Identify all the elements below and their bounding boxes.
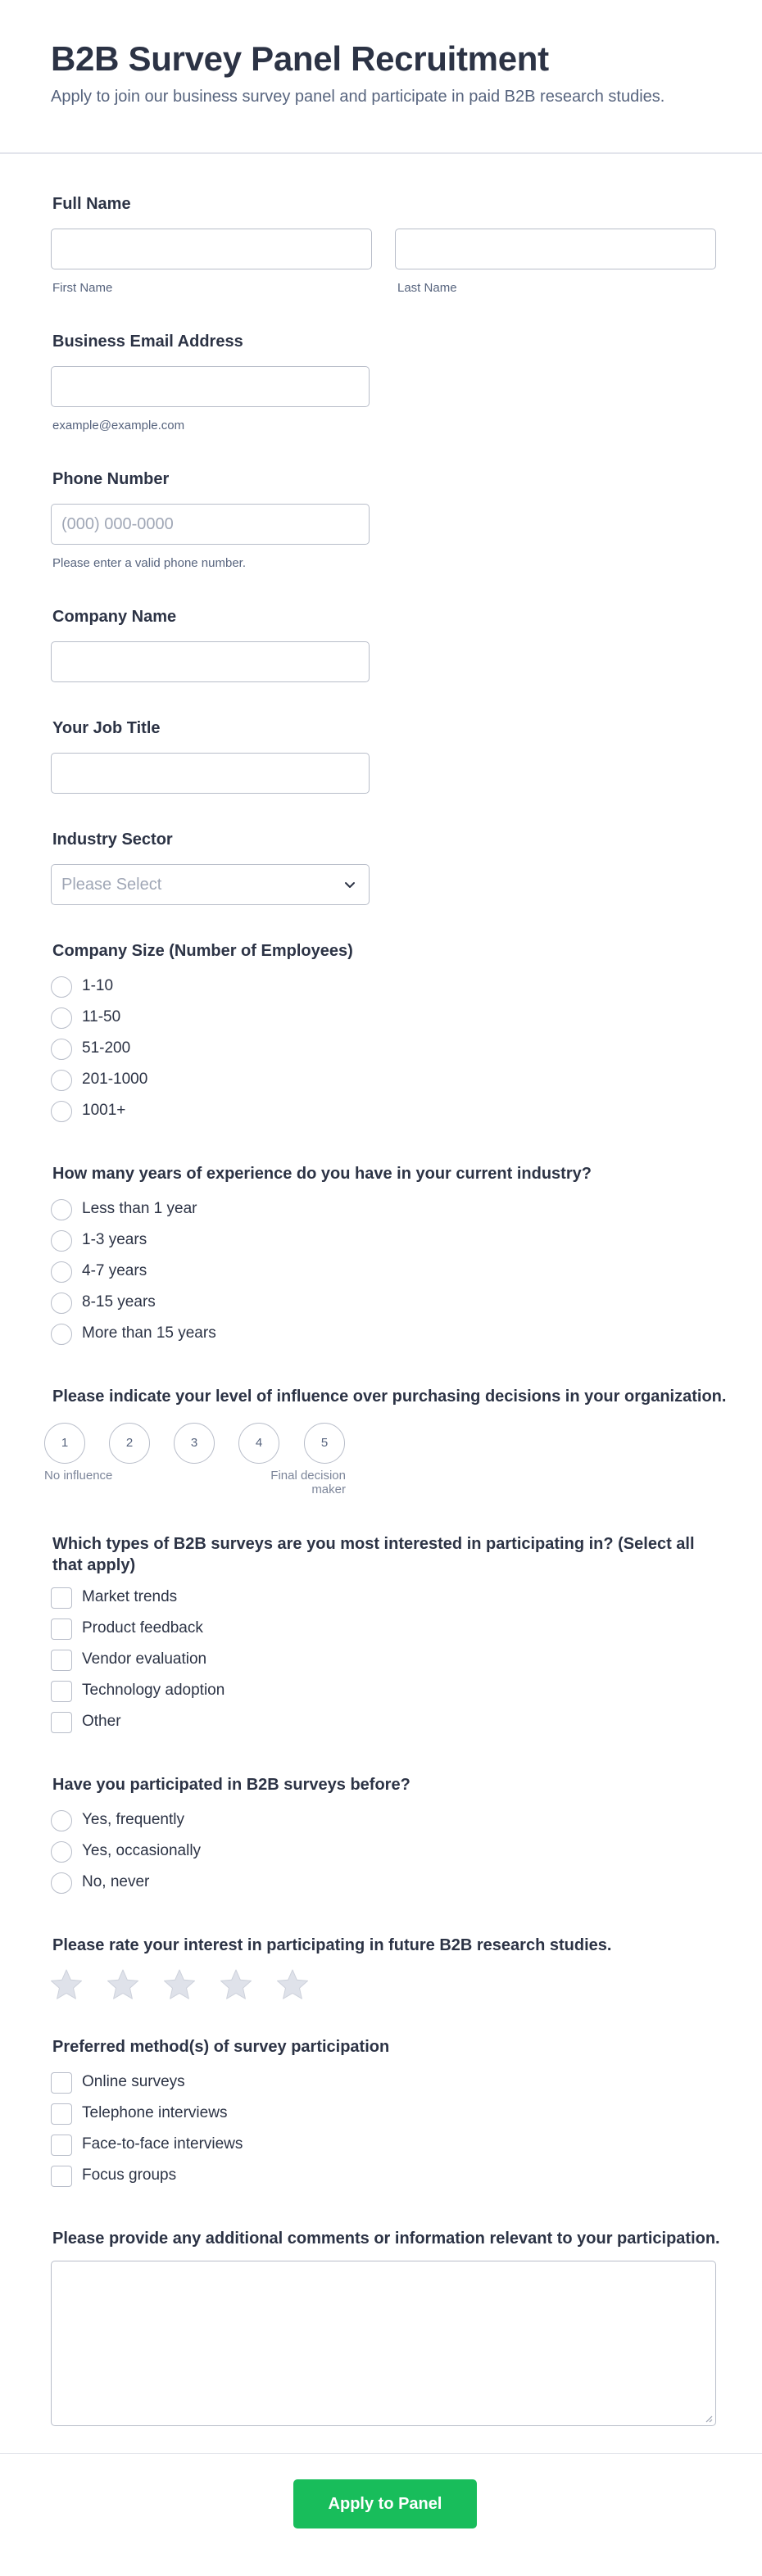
checkbox[interactable]	[51, 2103, 72, 2125]
scale-option-1[interactable]: 1	[44, 1423, 85, 1464]
radio-button[interactable]	[51, 1841, 72, 1863]
option-label: 201-1000	[82, 1071, 148, 1088]
footer-divider	[0, 2453, 762, 2454]
radio-button[interactable]	[51, 1101, 72, 1122]
email-input[interactable]	[51, 366, 370, 407]
influence-label: Please indicate your level of influence over purchasing decisions in your organization.	[52, 1388, 727, 1406]
option-label: Focus groups	[82, 2166, 177, 2184]
option-label: Other	[82, 1713, 121, 1730]
option-label: No, never	[82, 1873, 150, 1890]
scale-option-4[interactable]: 4	[238, 1423, 279, 1464]
phone-label: Phone Number	[52, 470, 170, 488]
industry-select[interactable]	[51, 864, 370, 905]
scale-option-3[interactable]: 3	[174, 1423, 215, 1464]
radio-button[interactable]	[51, 1039, 72, 1060]
radio-button[interactable]	[51, 1230, 72, 1252]
option-label: Vendor evaluation	[82, 1650, 207, 1668]
checkbox[interactable]	[51, 2166, 72, 2187]
scale-high-label	[238, 1469, 346, 1496]
comments-textarea[interactable]	[51, 2261, 716, 2426]
chevron-down-icon	[342, 877, 357, 892]
phone-placeholder: (000) 000-0000	[61, 515, 174, 533]
checkbox[interactable]	[51, 1587, 72, 1609]
experience-label: How many years of experience do you have in your current industry?	[52, 1165, 592, 1183]
scale-option-2[interactable]: 2	[109, 1423, 150, 1464]
industry-label: Industry Sector	[52, 831, 173, 849]
company-input[interactable]	[51, 641, 370, 682]
checkbox[interactable]	[51, 2135, 72, 2156]
participated-label: Have you participated in B2B surveys before?	[52, 1776, 410, 1794]
last-name-sublabel: Last Name	[397, 281, 457, 295]
checkbox[interactable]	[51, 1681, 72, 1702]
star-icon[interactable]	[162, 1967, 197, 2002]
page-title: B2B Survey Panel Recruitment	[51, 39, 549, 78]
scale-high-label-line2: maker	[311, 1483, 346, 1496]
option-label: Less than 1 year	[82, 1200, 197, 1217]
full-name-label: Full Name	[52, 195, 131, 213]
scale-low-label: No influence	[44, 1469, 113, 1483]
option-label: Yes, occasionally	[82, 1842, 202, 1859]
rating-label: Please rate your interest in participating in future B2B research studies.	[52, 1936, 612, 1954]
comments-label: Please provide any additional comments or information relevant to your participation.	[52, 2230, 720, 2248]
radio-button[interactable]	[51, 1810, 72, 1831]
form-header	[0, 0, 762, 154]
email-sublabel: example@example.com	[52, 419, 185, 432]
resize-grip-icon[interactable]	[703, 2413, 713, 2423]
company-size-label: Company Size (Number of Employees)	[52, 942, 353, 960]
submit-button[interactable]: Apply to Panel	[293, 2479, 477, 2528]
option-label: 11-50	[82, 1008, 121, 1025]
option-label: Market trends	[82, 1588, 178, 1605]
option-label: 4-7 years	[82, 1262, 147, 1279]
option-label: 1-10	[82, 977, 114, 994]
checkbox[interactable]	[51, 2072, 72, 2094]
phone-sublabel: Please enter a valid phone number.	[52, 556, 246, 570]
option-label: 51-200	[82, 1039, 131, 1057]
radio-button[interactable]	[51, 1007, 72, 1029]
scale-high-label-line1: Final decision	[270, 1469, 346, 1483]
star-icon[interactable]	[275, 1967, 310, 2002]
radio-button[interactable]	[51, 1293, 72, 1314]
option-label: More than 15 years	[82, 1324, 216, 1342]
first-name-sublabel: First Name	[52, 281, 113, 295]
radio-button[interactable]	[51, 1324, 72, 1345]
checkbox[interactable]	[51, 1712, 72, 1733]
radio-button[interactable]	[51, 1199, 72, 1220]
option-label: Telephone interviews	[82, 2104, 228, 2121]
last-name-input[interactable]	[395, 229, 716, 269]
methods-label: Preferred method(s) of survey participation	[52, 2038, 390, 2056]
option-label: Yes, frequently	[82, 1811, 184, 1828]
industry-placeholder: Please Select	[61, 876, 162, 894]
option-label: Face-to-face interviews	[82, 2135, 243, 2153]
option-label: 1001+	[82, 1102, 126, 1119]
radio-button[interactable]	[51, 976, 72, 998]
radio-button[interactable]	[51, 1070, 72, 1091]
star-icon[interactable]	[106, 1967, 140, 2002]
first-name-input[interactable]	[51, 229, 372, 269]
email-label: Business Email Address	[52, 333, 243, 351]
checkbox[interactable]	[51, 1618, 72, 1640]
option-label: Online surveys	[82, 2073, 185, 2090]
job-title-input[interactable]	[51, 753, 370, 794]
survey-types-label-line1: Which types of B2B surveys are you most interested in participating in? (Select all	[52, 1535, 695, 1553]
radio-button[interactable]	[51, 1261, 72, 1283]
scale-option-5[interactable]: 5	[304, 1423, 345, 1464]
company-label: Company Name	[52, 608, 177, 626]
phone-input[interactable]	[51, 504, 370, 545]
survey-types-label-line2: that apply)	[52, 1556, 136, 1574]
star-icon[interactable]	[49, 1967, 84, 2002]
page-subtitle: Apply to join our business survey panel and participate in paid B2B research studies.	[51, 88, 665, 106]
option-label: 1-3 years	[82, 1231, 147, 1248]
radio-button[interactable]	[51, 1872, 72, 1894]
option-label: Product feedback	[82, 1619, 203, 1637]
star-icon[interactable]	[219, 1967, 253, 2002]
survey-types-label	[52, 1533, 695, 1576]
option-label: 8-15 years	[82, 1293, 156, 1311]
checkbox[interactable]	[51, 1650, 72, 1671]
option-label: Technology adoption	[82, 1682, 225, 1699]
job-title-label: Your Job Title	[52, 719, 161, 737]
